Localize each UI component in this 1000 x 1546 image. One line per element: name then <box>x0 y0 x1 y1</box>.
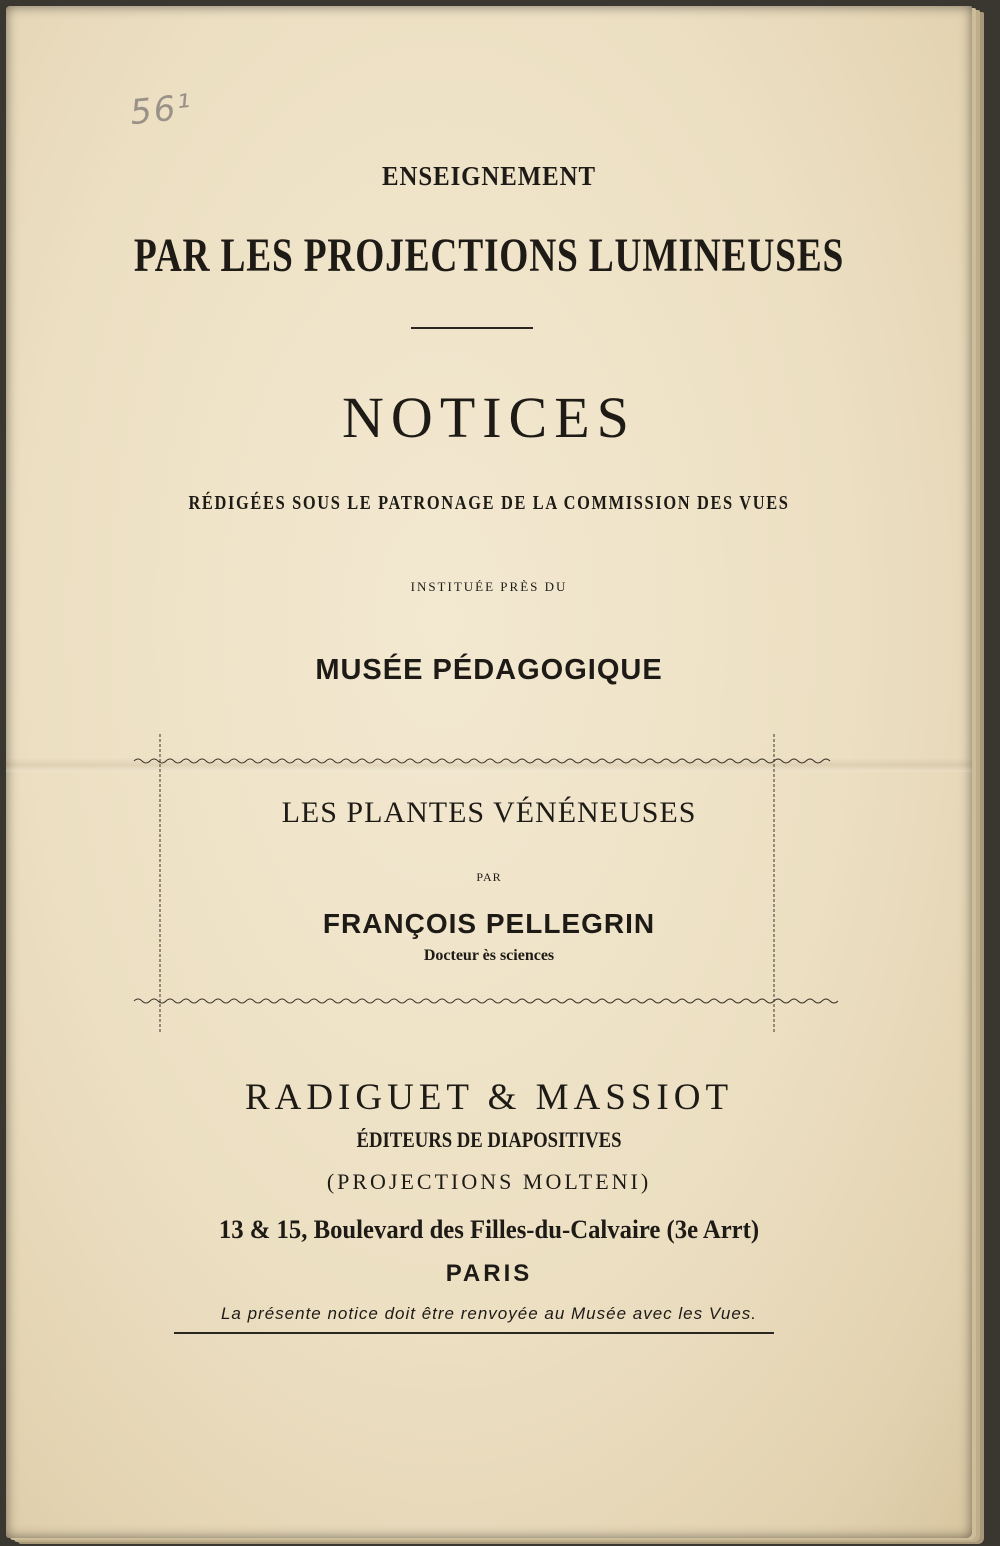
footer-underline <box>174 1332 774 1334</box>
publisher-address: 13 & 15, Boulevard des Filles-du-Calvaire (3e Arrt) <box>218 1215 760 1244</box>
publisher-name: RADIGUET & MASSIOT <box>244 1077 734 1118</box>
frame-top-wave <box>134 759 830 763</box>
notices-title: NOTICES <box>342 385 636 450</box>
publisher-projections: (PROJECTIONS MOLTENI) <box>326 1169 652 1194</box>
footer-note: La présente notice doit être renvoyée au Musée avec les Vues. <box>220 1304 758 1323</box>
publisher-city: PARIS <box>445 1260 533 1287</box>
work-by: PAR <box>476 870 502 884</box>
publisher-role: ÉDITEURS DE DIAPOSITIVES <box>356 1127 622 1152</box>
museum-name: MUSÉE PÉDAGOGIQUE <box>315 654 663 686</box>
document-page <box>6 6 972 1538</box>
work-title: LES PLANTES VÉNÉNEUSES <box>281 796 697 829</box>
instituted-line: INSTITUÉE PRÈS DU <box>410 579 568 594</box>
author-title: Docteur ès sciences <box>423 947 555 964</box>
handwritten-note: 56¹ <box>128 86 195 134</box>
notices-subtitle: RÉDIGÉES SOUS LE PATRONAGE DE LA COMMISSION DES VUES <box>188 492 790 514</box>
header-line1: ENSEIGNEMENT <box>382 161 596 191</box>
header-line2: PAR LES PROJECTIONS LUMINEUSES <box>133 229 845 282</box>
author-name: FRANÇOIS PELLEGRIN <box>322 908 656 939</box>
frame-bottom-wave <box>134 999 838 1003</box>
